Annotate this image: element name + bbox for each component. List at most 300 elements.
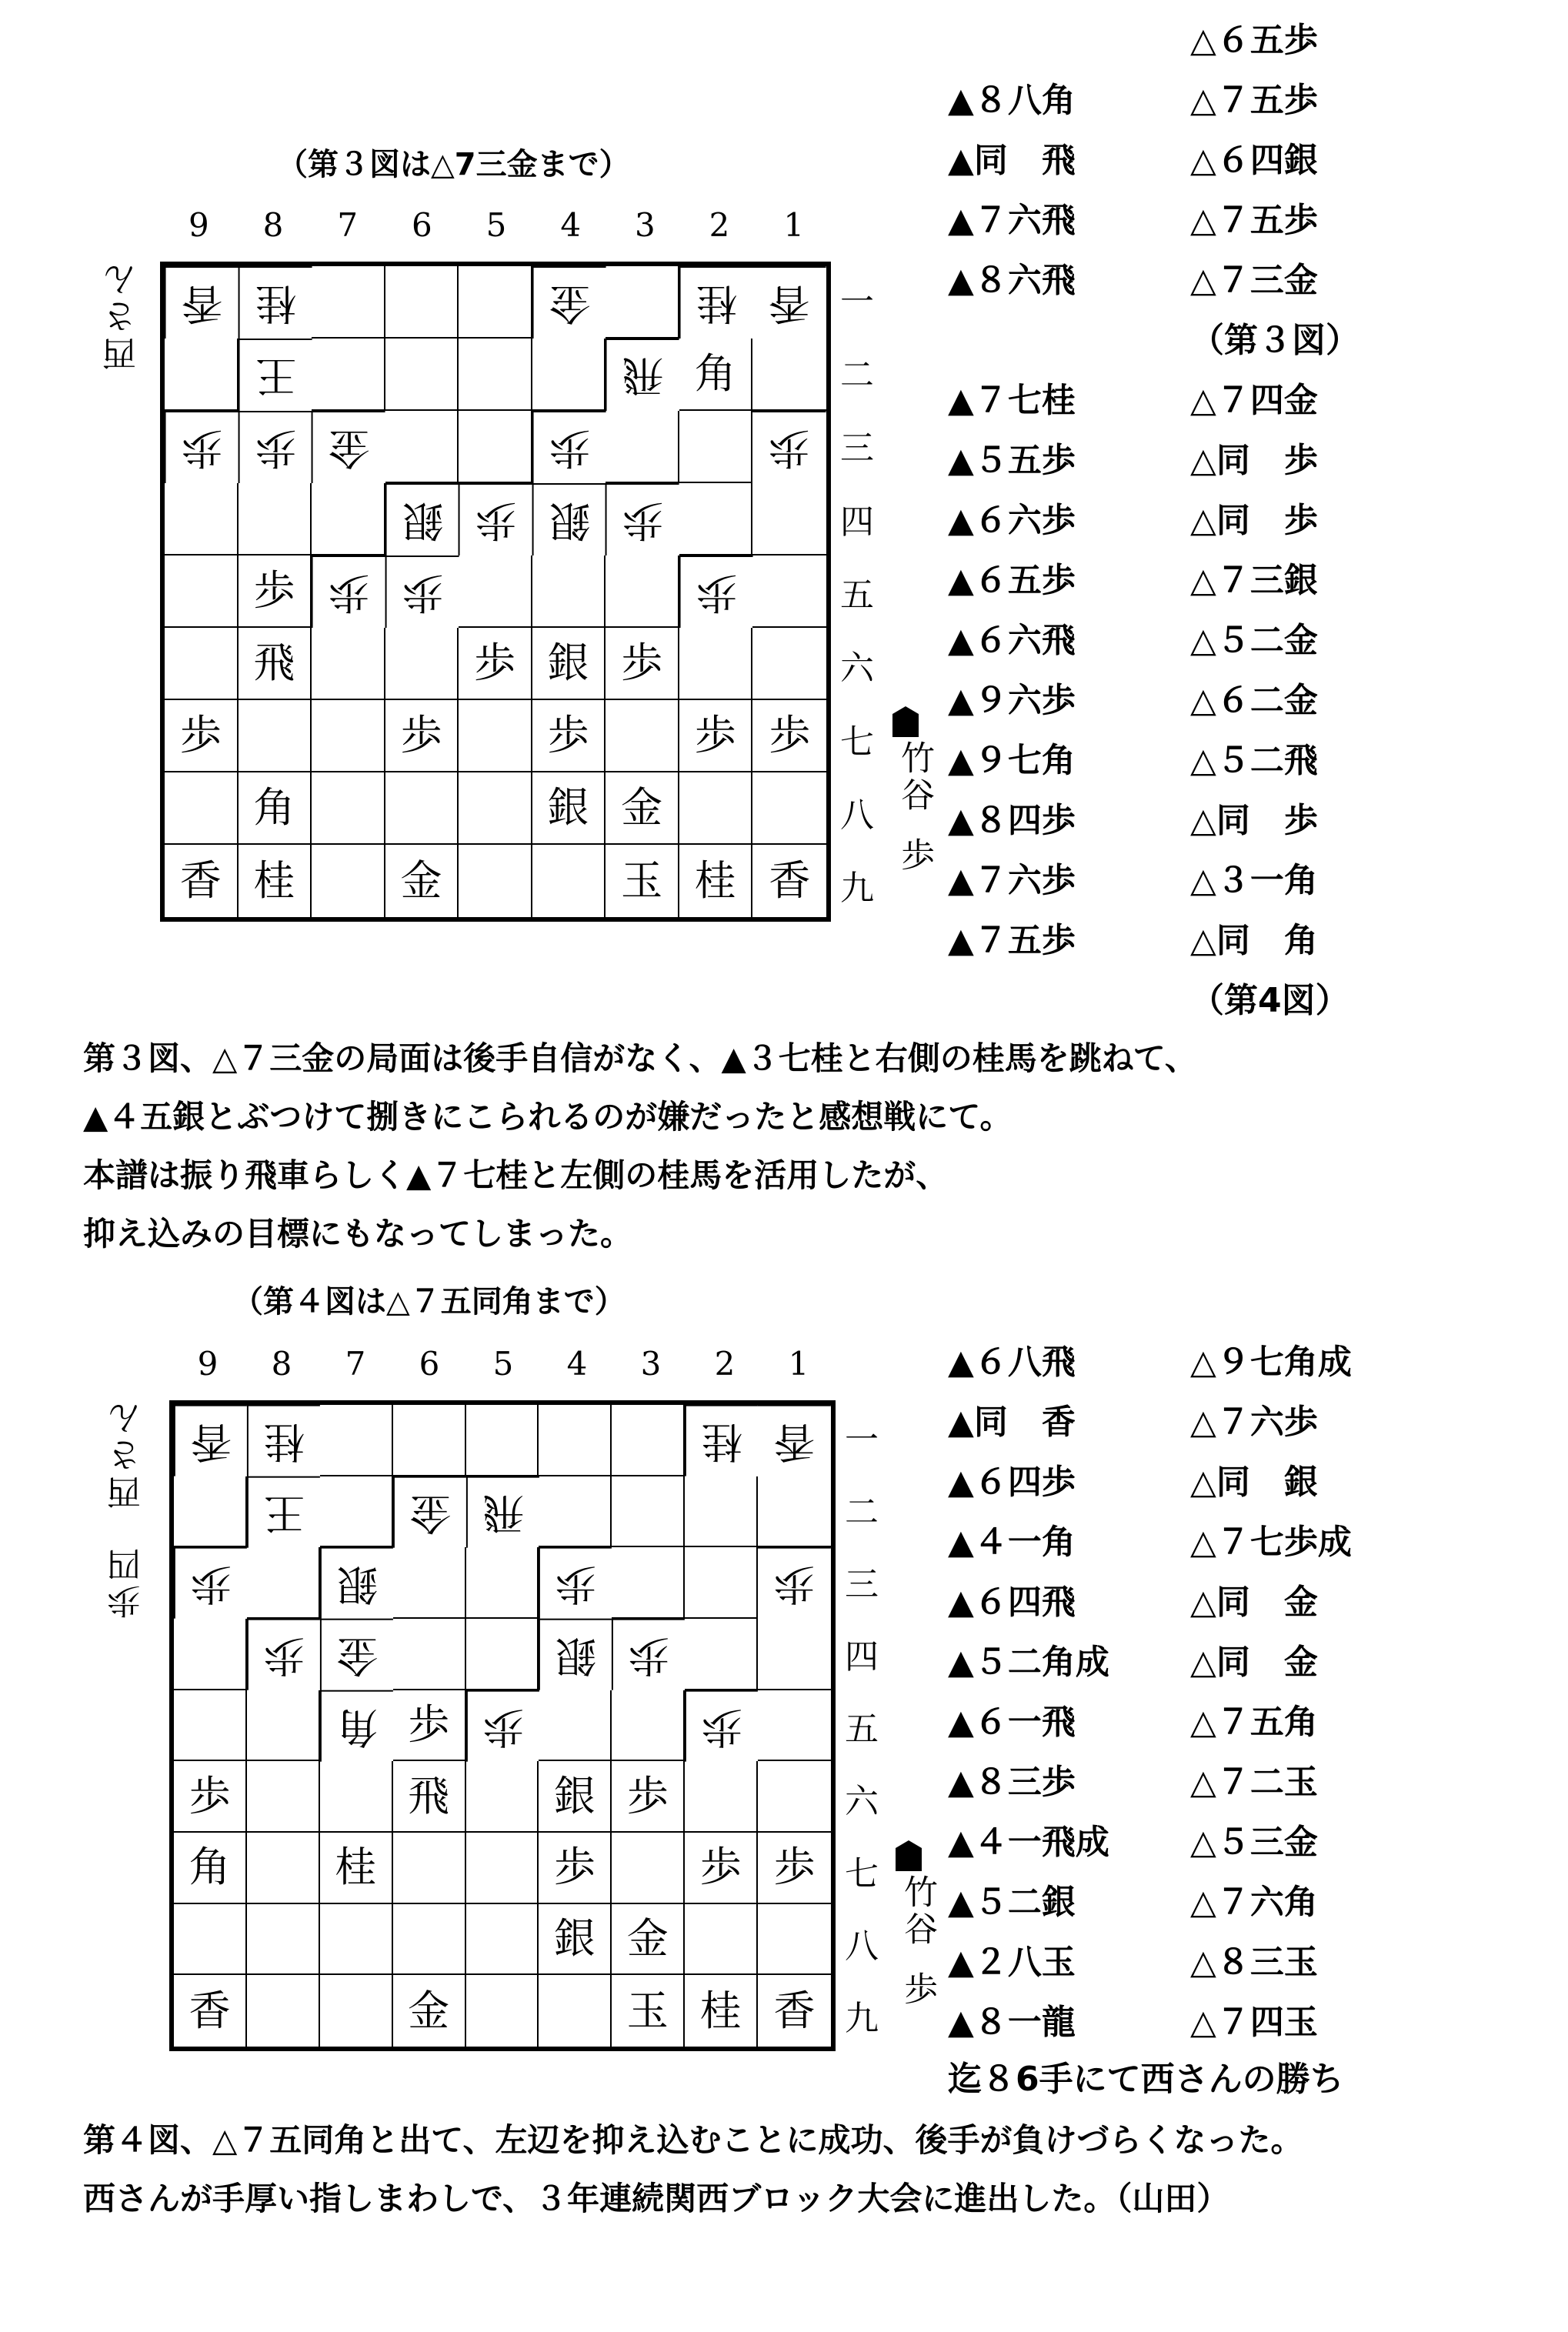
move-row [948, 911, 1379, 971]
diagram4-gote-name: 西さん [108, 1399, 147, 1510]
gote-move: △７六歩 [1190, 1403, 1318, 1442]
gote-move: △８三玉 [1190, 1943, 1318, 1982]
board-square: 歩 [165, 700, 239, 772]
move-row [948, 1573, 1379, 1633]
diagram4-rank-labels [839, 1400, 885, 2051]
board-square: 香 [773, 1986, 816, 2035]
board-square [459, 845, 532, 917]
board-square [459, 772, 532, 845]
file-label: 4 [566, 1345, 588, 1383]
board-square [459, 339, 532, 411]
board-square: 香 [165, 845, 239, 917]
gote-move: △７六角 [1190, 1883, 1318, 1922]
file-label: 8 [262, 206, 284, 244]
sente-move: ▲８三歩 [948, 1763, 1076, 1802]
file-label: 9 [188, 206, 209, 244]
sente-move: ▲５五歩 [948, 441, 1076, 480]
board-square: 桂 [239, 845, 312, 917]
board-square [758, 1904, 831, 1976]
board-square: 歩 [685, 1690, 758, 1762]
commentary-1 [83, 1029, 1468, 1263]
board-square [752, 555, 826, 628]
sente-move: ▲２八玉 [948, 1943, 1076, 1982]
board-square [679, 411, 753, 483]
board-square [312, 339, 385, 411]
file-label: 7 [337, 206, 359, 244]
board-square: 歩 [539, 1547, 612, 1619]
board-square: 歩 [752, 411, 826, 483]
rank-label: 五 [840, 575, 874, 615]
gote-move: △５二飛 [1190, 741, 1318, 780]
board-square [539, 1476, 612, 1548]
board-square [385, 266, 459, 339]
rank-label: 九 [840, 869, 874, 909]
board-square [174, 1904, 247, 1976]
file-label: 3 [635, 206, 656, 244]
diagram3-gote-stand [94, 260, 140, 491]
board-square: 香 [752, 266, 826, 339]
board-square [174, 1476, 247, 1548]
diagram3-sente-hand: 歩 [895, 837, 934, 874]
sente-move: ▲６六飛 [948, 621, 1076, 660]
board-square [312, 483, 385, 555]
sente-move: ▲６一飛 [948, 1703, 1076, 1742]
board-square: 歩 [459, 628, 532, 700]
sente-move: ▲７五歩 [948, 921, 1076, 960]
board-square [174, 1690, 247, 1762]
board-square [239, 483, 312, 555]
diagram3-file-labels [162, 206, 831, 244]
file-label: 7 [345, 1345, 366, 1383]
file-label: 2 [709, 206, 730, 244]
board-square [685, 1476, 758, 1548]
gote-move: △同 歩 [1190, 801, 1318, 840]
board-square [165, 772, 239, 845]
board-square [679, 772, 753, 845]
board-square [532, 845, 606, 917]
board-square [393, 1833, 466, 1904]
board-square: 歩 [532, 411, 606, 483]
sente-move: ▲５二銀 [948, 1883, 1076, 1922]
commentary-line: 西さんが手厚い指しまわしで、３年連続関西ブロック大会に進出した。（山田） [83, 2180, 1229, 2217]
gote-move: △６四銀 [1190, 141, 1318, 180]
moves-list-2 [948, 1333, 1379, 2053]
board-square: 歩 [606, 483, 679, 555]
board-square [385, 411, 459, 483]
board-square: 歩 [612, 1761, 685, 1833]
board-square: 香 [174, 1405, 247, 1476]
board-square: 飛 [239, 628, 312, 700]
board-square [165, 628, 239, 700]
move-row [948, 1753, 1379, 1813]
diagram3-sente-stand [885, 706, 934, 937]
board-square [466, 1405, 539, 1476]
commentary-line: 第４図、△７五同角と出て、左辺を抑え込むことに成功、後手が負けづらくなった。 [83, 2121, 1303, 2159]
board-square [393, 1904, 466, 1976]
rank-label: 八 [840, 795, 874, 835]
move-row [948, 11, 1379, 71]
board-square [385, 628, 459, 700]
board-square [239, 700, 312, 772]
file-label: 1 [788, 1345, 809, 1383]
board-square [393, 1547, 466, 1619]
gote-move: △３一角 [1190, 861, 1318, 900]
board-square [532, 339, 606, 411]
board-square [165, 555, 239, 628]
move-row [948, 251, 1379, 311]
board-square [247, 1547, 320, 1619]
board-square [752, 772, 826, 845]
move-row [948, 731, 1379, 791]
board-square [165, 483, 239, 555]
move-row [948, 851, 1379, 911]
sente-move: ▲６四歩 [948, 1463, 1076, 1502]
board-square [606, 411, 679, 483]
board-square: 銀 [320, 1547, 393, 1619]
file-label: 4 [560, 206, 582, 244]
board-square [312, 772, 385, 845]
board-square [685, 1761, 758, 1833]
board-square: 銀 [532, 483, 606, 555]
commentary-line: ▲４五銀とぶつけて捌きにこられるのが嫌だったと感想戦にて。 [83, 1098, 1013, 1136]
board-square: 銀 [532, 628, 606, 700]
board-square: 歩 [758, 1833, 831, 1904]
board-square: 王 [247, 1476, 320, 1548]
gote-move: △７五歩 [1190, 81, 1318, 120]
moves-list-1 [948, 11, 1379, 1031]
board-square: 金 [385, 845, 459, 917]
board-square [539, 1975, 612, 2047]
board-square [606, 266, 679, 339]
board-square [393, 1405, 466, 1476]
board-square [466, 1619, 539, 1690]
board-square [385, 772, 459, 845]
board-square: 桂 [320, 1833, 393, 1904]
board-square [320, 1405, 393, 1476]
commentary-line: 本譜は振り飛車らしく▲７七桂と左側の桂馬を活用したが、 [83, 1156, 949, 1194]
board-square [320, 1975, 393, 2047]
board-square: 歩 [165, 411, 239, 483]
rank-label: 二 [840, 355, 874, 395]
board-square: 歩 [459, 483, 532, 555]
board-square [606, 700, 679, 772]
diagram4-sente-hand: 歩 [898, 1971, 937, 2008]
sente-move: ▲６六歩 [948, 501, 1076, 540]
board-square [612, 1547, 685, 1619]
board-square: 玉 [612, 1975, 685, 2047]
rank-label: 三 [840, 429, 874, 469]
board-square: 歩 [393, 1690, 466, 1762]
board-square: 金 [320, 1619, 393, 1690]
gote-move: △５二金 [1190, 621, 1318, 660]
move-row [948, 1993, 1379, 2053]
board-square [679, 483, 753, 555]
board-square [312, 845, 385, 917]
board-square [459, 411, 532, 483]
rank-label: 六 [840, 649, 874, 689]
rank-label: 一 [840, 282, 874, 322]
board-square: 王 [239, 339, 312, 411]
board-square: 歩 [758, 1547, 831, 1619]
gote-move: △同 歩 [1190, 501, 1318, 540]
sente-piece-icon [896, 1840, 922, 1871]
gote-move: △７三銀 [1190, 561, 1318, 600]
board-square: 金 [606, 772, 679, 845]
commentary-2 [83, 2111, 1468, 2228]
board-square [685, 1547, 758, 1619]
rank-label: 五 [845, 1710, 879, 1749]
gote-move: （第4図） [1190, 981, 1349, 1020]
move-row [948, 1633, 1379, 1693]
board-square [612, 1405, 685, 1476]
move-row [948, 551, 1379, 611]
file-label: 6 [419, 1345, 440, 1383]
gote-move: △７二玉 [1190, 1763, 1318, 1802]
board-square [247, 1975, 320, 2047]
move-row [948, 1933, 1379, 1993]
move-row [948, 191, 1379, 251]
board-square [466, 1547, 539, 1619]
file-label: 8 [271, 1345, 292, 1383]
board-square: 歩 [174, 1547, 247, 1619]
board-square [466, 1761, 539, 1833]
board-square [466, 1904, 539, 1976]
diagram3-sente-name: 竹谷 [895, 740, 934, 814]
board-square [758, 1690, 831, 1762]
board-square [685, 1904, 758, 1976]
file-label: 3 [640, 1345, 662, 1383]
move-row [948, 311, 1379, 371]
board-square: 桂 [685, 1975, 758, 2047]
board-square [679, 628, 753, 700]
board-square [466, 1975, 539, 2047]
sente-piece-icon [892, 706, 919, 737]
board-square [320, 1476, 393, 1548]
sente-move: ▲７六歩 [948, 861, 1076, 900]
board-square [247, 1833, 320, 1904]
commentary-line: 第３図、△７三金の局面は後手自信がなく、▲３七桂と右側の桂馬を跳ねて、 [83, 1039, 1197, 1077]
board-square [758, 1761, 831, 1833]
board-square: 香 [769, 856, 811, 905]
move-row [948, 1333, 1379, 1393]
move-row [948, 431, 1379, 491]
gote-move: △７三金 [1190, 261, 1318, 300]
board-square: 玉 [606, 845, 679, 917]
diagram4-caption: （第４図は△７五同角まで） [232, 1284, 626, 1319]
board-square [752, 628, 826, 700]
board-square [612, 1833, 685, 1904]
rank-label: 八 [845, 1927, 879, 1966]
board-square: 金 [393, 1476, 466, 1548]
board-square: 歩 [174, 1761, 247, 1833]
board-square: 歩 [466, 1690, 539, 1762]
board-square: 香 [165, 266, 239, 339]
rank-label: 六 [845, 1782, 879, 1821]
gote-move: △同 歩 [1190, 441, 1318, 480]
diagram4-board [169, 1400, 836, 2051]
board-square [174, 1619, 247, 1690]
board-square [612, 1476, 685, 1548]
board-square: 歩 [239, 555, 312, 628]
sente-move: ▲８一龍 [948, 2003, 1076, 2042]
board-square: 桂 [679, 845, 753, 917]
gote-move: （第３図） [1190, 321, 1359, 360]
move-row [948, 1693, 1379, 1753]
board-square [539, 1405, 612, 1476]
sente-move: ▲６四飛 [948, 1583, 1076, 1622]
file-label: 2 [714, 1345, 736, 1383]
board-square: 飛 [606, 339, 679, 411]
board-square [758, 1476, 831, 1548]
move-row [948, 1393, 1379, 1453]
board-square [685, 1619, 758, 1690]
gote-move: △同 銀 [1190, 1463, 1318, 1502]
board-square [466, 1833, 539, 1904]
board-square: 歩 [752, 700, 826, 772]
board-square [320, 1904, 393, 1976]
file-label: 6 [411, 206, 432, 244]
board-square: 歩 [385, 555, 459, 628]
board-square [312, 700, 385, 772]
board-square: 飛 [393, 1761, 466, 1833]
board-square: 歩 [532, 700, 606, 772]
board-square: 飛 [466, 1476, 539, 1548]
diagram4-sente-stand [888, 1840, 937, 2071]
move-row [948, 1813, 1379, 1873]
gote-move: △７七歩成 [1190, 1523, 1352, 1562]
rank-label: 一 [845, 1420, 879, 1460]
gote-move: △同 角 [1190, 921, 1318, 960]
board-square: 桂 [679, 266, 753, 339]
sente-move: ▲９六歩 [948, 681, 1076, 720]
diagram3-rank-labels [834, 262, 880, 922]
board-square: 歩 [612, 1619, 685, 1690]
diagram3-board [160, 262, 831, 922]
sente-move: ▲８六飛 [948, 261, 1076, 300]
board-square: 歩 [685, 1833, 758, 1904]
board-square: 角 [239, 772, 312, 845]
board-square [385, 339, 459, 411]
board-square: 香 [758, 1405, 831, 1476]
sente-move: ▲８八角 [948, 81, 1076, 120]
game-result: 迄８6手にて西さんの勝ち [948, 2060, 1344, 2099]
board-square: 歩 [385, 700, 459, 772]
board-square [459, 700, 532, 772]
move-row [948, 671, 1379, 731]
board-square [459, 555, 532, 628]
sente-move: ▲８四歩 [948, 801, 1076, 840]
board-square: 金 [612, 1904, 685, 1976]
rank-label: 四 [840, 502, 874, 542]
board-square: 角 [320, 1690, 393, 1762]
board-square [612, 1690, 685, 1762]
board-square: 歩 [606, 628, 679, 700]
board-square [752, 339, 826, 411]
board-square [247, 1761, 320, 1833]
move-row [948, 791, 1379, 851]
rank-label: 四 [845, 1637, 879, 1676]
move-row [948, 71, 1379, 131]
gote-move: △同 金 [1190, 1643, 1318, 1682]
rank-label: 二 [845, 1493, 879, 1532]
board-square [312, 628, 385, 700]
move-row [948, 971, 1379, 1031]
sente-move: ▲４一角 [948, 1523, 1076, 1562]
board-square [393, 1619, 466, 1690]
file-label: 9 [197, 1345, 219, 1383]
board-square: 歩 [539, 1833, 612, 1904]
board-square [247, 1690, 320, 1762]
board-square: 桂 [239, 266, 312, 339]
file-label: 5 [492, 1345, 514, 1383]
sente-move: ▲７七桂 [948, 381, 1076, 420]
board-square [539, 1690, 612, 1762]
gote-move: △６二金 [1190, 681, 1318, 720]
file-label: 5 [485, 206, 507, 244]
move-row [948, 491, 1379, 551]
board-square: 銀 [539, 1761, 612, 1833]
gote-move: △７五歩 [1190, 201, 1318, 240]
board-square: 歩 [239, 411, 312, 483]
sente-move: ▲６五歩 [948, 561, 1076, 600]
board-square: 銀 [385, 483, 459, 555]
diagram3-gote-name: 西さん [103, 260, 142, 371]
gote-move: △７五角 [1190, 1703, 1318, 1742]
diagram4-sente-name: 竹谷 [898, 1874, 937, 1948]
gote-move: △９七角成 [1190, 1343, 1352, 1382]
board-square [165, 339, 239, 411]
sente-move: ▲５二角成 [948, 1643, 1109, 1682]
sente-move: ▲同 香 [948, 1403, 1076, 1442]
diagram4-gote-hand: 歩四 [108, 1545, 147, 1619]
board-square: 歩 [247, 1619, 320, 1690]
board-square [247, 1904, 320, 1976]
move-row [948, 1513, 1379, 1573]
rank-label: 三 [845, 1565, 879, 1604]
gote-move: △５三金 [1190, 1823, 1318, 1862]
file-label: 1 [783, 206, 805, 244]
move-row [948, 1873, 1379, 1933]
board-square: 金 [393, 1975, 466, 2047]
board-square [532, 555, 606, 628]
gote-move: △同 金 [1190, 1583, 1318, 1622]
board-square: 桂 [685, 1405, 758, 1476]
board-square: 歩 [679, 700, 753, 772]
move-row [948, 371, 1379, 431]
sente-move: ▲６八飛 [948, 1343, 1076, 1382]
board-square: 角 [679, 339, 753, 411]
sente-move: ▲４一飛成 [948, 1823, 1109, 1862]
board-square: 金 [312, 411, 385, 483]
board-square [312, 266, 385, 339]
board-square: 桂 [247, 1405, 320, 1476]
rank-label: 九 [845, 1999, 879, 2038]
sente-move: ▲同 飛 [948, 141, 1076, 180]
board-square [320, 1761, 393, 1833]
board-square [758, 1619, 831, 1690]
board-square [459, 266, 532, 339]
move-row [948, 1453, 1379, 1513]
gote-move: △７四玉 [1190, 2003, 1318, 2042]
board-square [752, 483, 826, 555]
diagram4-file-labels [171, 1345, 836, 1383]
diagram4-gote-stand [98, 1399, 145, 1630]
sente-move: ▲７六飛 [948, 201, 1076, 240]
board-square: 歩 [312, 555, 385, 628]
board-square [606, 555, 679, 628]
board-square: 銀 [539, 1904, 612, 1976]
rank-label: 七 [845, 1854, 879, 1893]
